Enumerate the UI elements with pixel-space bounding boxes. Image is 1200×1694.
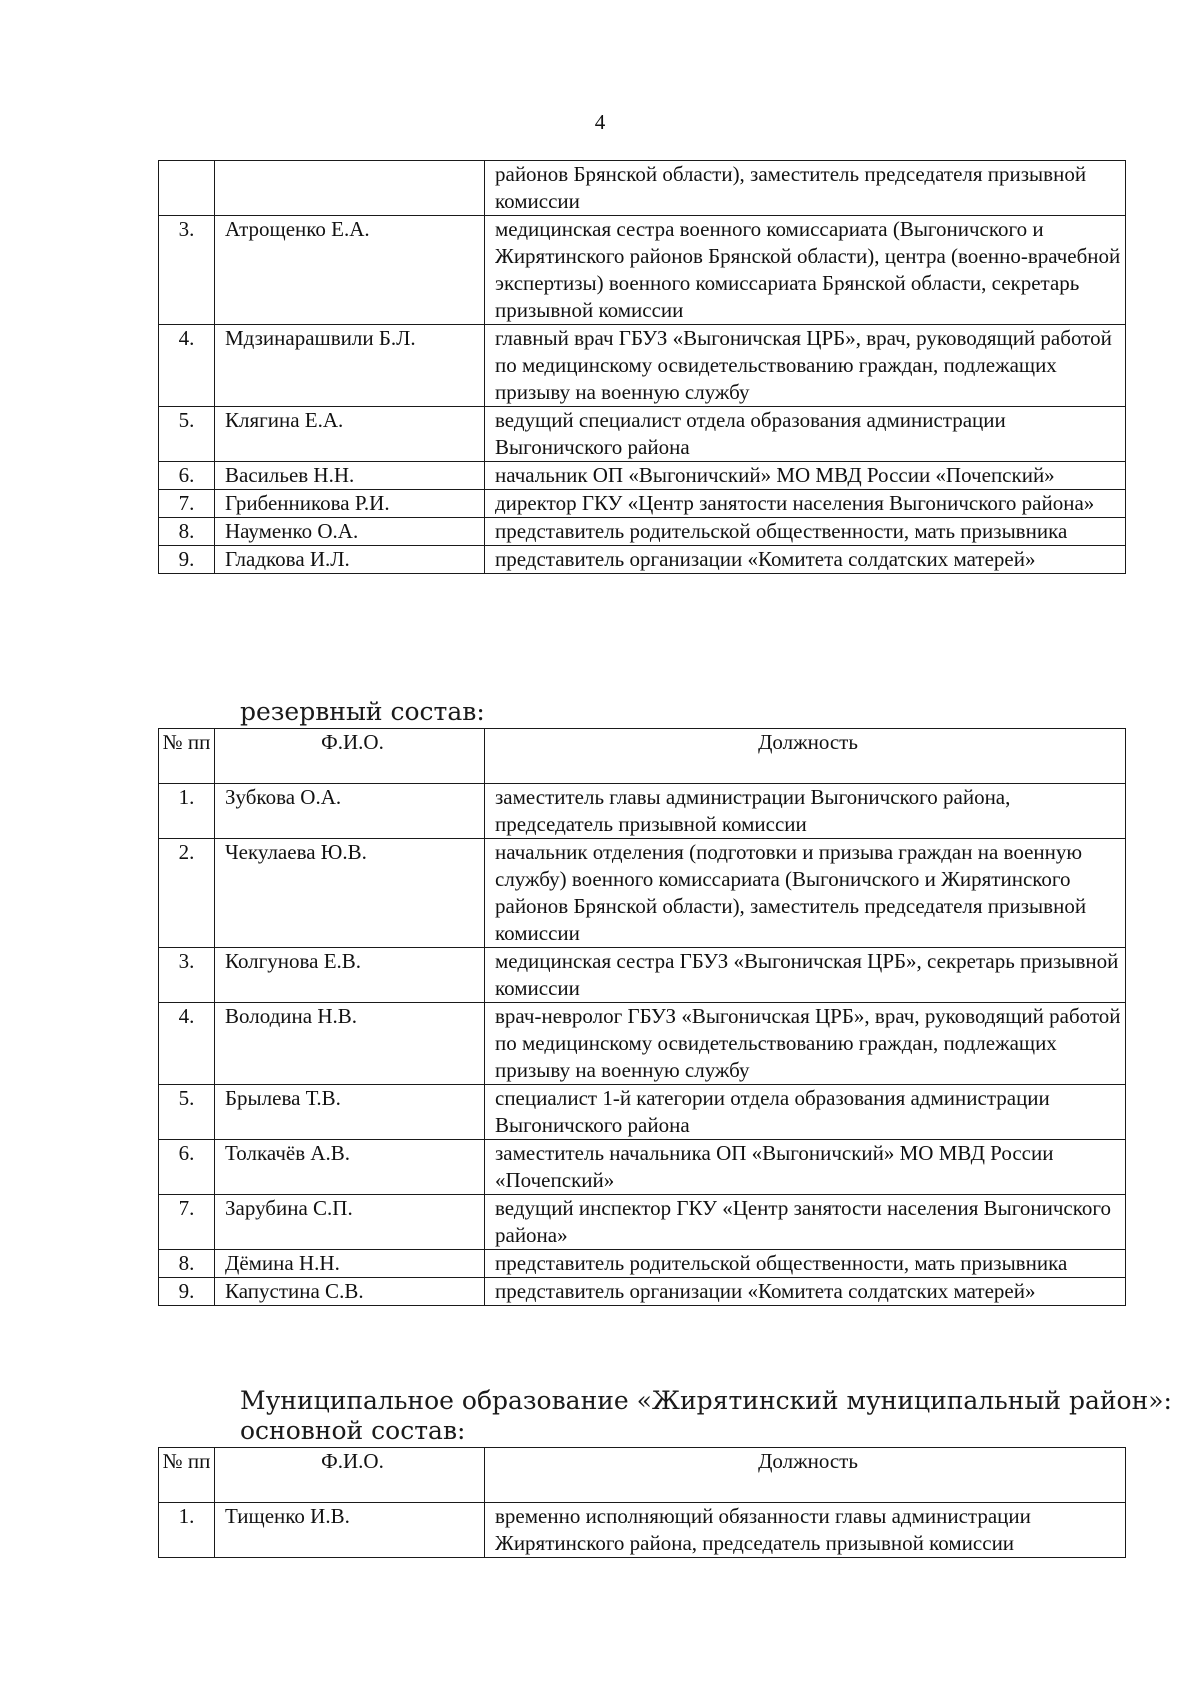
row-number: 8. [159, 1250, 215, 1278]
row-number: 5. [159, 1085, 215, 1140]
person-position: ведущий инспектор ГКУ «Центр занятости населения Выгоничского района» [485, 1195, 1126, 1250]
person-name: Капустина С.В. [215, 1278, 485, 1306]
table-row [159, 1195, 1126, 1250]
header-position: Должность [485, 729, 1126, 784]
person-name: Клягина Е.А. [215, 407, 485, 462]
person-position: представитель родительской общественности, мать призывника [485, 1250, 1126, 1278]
person-position: директор ГКУ «Центр занятости населения Выгоничского района» [485, 490, 1126, 518]
commission-main-table-continued [158, 160, 1126, 574]
row-number: 4. [159, 1003, 215, 1085]
table-row [159, 1278, 1126, 1306]
row-number: 9. [159, 1278, 215, 1306]
person-name: Зубкова О.А. [215, 784, 485, 839]
main-composition-label: основной состав: [240, 1416, 466, 1445]
table-row [159, 325, 1126, 407]
table-row [159, 1503, 1126, 1558]
person-position: районов Брянской области), заместитель председателя призывной комиссии [485, 161, 1126, 216]
person-position: представитель организации «Комитета солдатских матерей» [485, 546, 1126, 574]
row-number: 6. [159, 1140, 215, 1195]
page-number: 4 [594, 110, 606, 134]
row-number: 7. [159, 1195, 215, 1250]
table-row [159, 518, 1126, 546]
table-row [159, 161, 1126, 216]
header-name: Ф.И.О. [215, 1448, 485, 1503]
row-number: 1. [159, 784, 215, 839]
person-name: Володина Н.В. [215, 1003, 485, 1085]
row-number: 7. [159, 490, 215, 518]
table-body [159, 1503, 1126, 1558]
municipality-heading: Муниципальное образование «Жирятинский муниципальный район»: [240, 1386, 1172, 1415]
person-name: Гладкова И.Л. [215, 546, 485, 574]
table-row [159, 462, 1126, 490]
row-number: 3. [159, 948, 215, 1003]
row-number: 9. [159, 546, 215, 574]
table-row [159, 784, 1126, 839]
table-body [159, 161, 1126, 574]
person-name: Зарубина С.П. [215, 1195, 485, 1250]
person-name: Колгунова Е.В. [215, 948, 485, 1003]
person-position: временно исполняющий обязанности главы администрации Жирятинского района, председатель призывной комиссии [485, 1503, 1126, 1558]
header-position: Должность [485, 1448, 1126, 1503]
table-row [159, 216, 1126, 325]
row-number: 5. [159, 407, 215, 462]
person-name: Тищенко И.В. [215, 1503, 485, 1558]
table-row [159, 1003, 1126, 1085]
person-name: Атрощенко Е.А. [215, 216, 485, 325]
person-position: главный врач ГБУЗ «Выгоничская ЦРБ», врач, руководящий работой по медицинскому освидетельствованию граждан, подлежащих призыву на военную службу [485, 325, 1126, 407]
table-row [159, 490, 1126, 518]
row-number: 1. [159, 1503, 215, 1558]
person-name: Брылева Т.В. [215, 1085, 485, 1140]
table-row [159, 546, 1126, 574]
person-name: Науменко О.А. [215, 518, 485, 546]
table-row [159, 1140, 1126, 1195]
person-position: представитель организации «Комитета солдатских матерей» [485, 1278, 1126, 1306]
header-number: № пп [159, 729, 215, 784]
person-name: Мдзинарашвили Б.Л. [215, 325, 485, 407]
person-position: начальник отделения (подготовки и призыва граждан на военную службу) военного комиссариата (Выгоничского и Жирятинского районов Брянской области), заместитель председателя призывной комиссии [485, 839, 1126, 948]
person-position: медицинская сестра военного комиссариата (Выгоничского и Жирятинского районов Брянской области), центра (военно-врачебной экспертизы) военного комиссариата Брянской области, секретарь призывной комиссии [485, 216, 1126, 325]
person-position: врач-невролог ГБУЗ «Выгоничская ЦРБ», врач, руководящий работой по медицинскому освидетельствованию граждан, подлежащих призыву на военную службу [485, 1003, 1126, 1085]
person-name [215, 161, 485, 216]
person-name: Грибенникова Р.И. [215, 490, 485, 518]
person-position: представитель родительской общественности, мать призывника [485, 518, 1126, 546]
row-number: 8. [159, 518, 215, 546]
header-name: Ф.И.О. [215, 729, 485, 784]
commission-main-table-zhiryatino [158, 1447, 1126, 1558]
person-position: заместитель начальника ОП «Выгоничский» МО МВД России «Почепский» [485, 1140, 1126, 1195]
table-row [159, 1085, 1126, 1140]
header-number: № пп [159, 1448, 215, 1503]
table-row [159, 407, 1126, 462]
row-number: 6. [159, 462, 215, 490]
table-row [159, 948, 1126, 1003]
reserve-composition-label: резервный состав: [240, 697, 485, 726]
table-row [159, 839, 1126, 948]
table-row [159, 1250, 1126, 1278]
table-header-row [159, 729, 1126, 784]
table-header-row [159, 1448, 1126, 1503]
person-position: ведущий специалист отдела образования администрации Выгоничского района [485, 407, 1126, 462]
person-name: Васильев Н.Н. [215, 462, 485, 490]
person-position: заместитель главы администрации Выгоничского района, председатель призывной комиссии [485, 784, 1126, 839]
row-number: 2. [159, 839, 215, 948]
person-name: Чекулаева Ю.В. [215, 839, 485, 948]
row-number: 3. [159, 216, 215, 325]
table-body [159, 784, 1126, 1306]
row-number: 4. [159, 325, 215, 407]
person-name: Дёмина Н.Н. [215, 1250, 485, 1278]
row-number [159, 161, 215, 216]
person-position: медицинская сестра ГБУЗ «Выгоничская ЦРБ», секретарь призывной комиссии [485, 948, 1126, 1003]
person-name: Толкачёв А.В. [215, 1140, 485, 1195]
person-position: начальник ОП «Выгоничский» МО МВД России «Почепский» [485, 462, 1126, 490]
commission-reserve-table [158, 728, 1126, 1306]
person-position: специалист 1-й категории отдела образования администрации Выгоничского района [485, 1085, 1126, 1140]
